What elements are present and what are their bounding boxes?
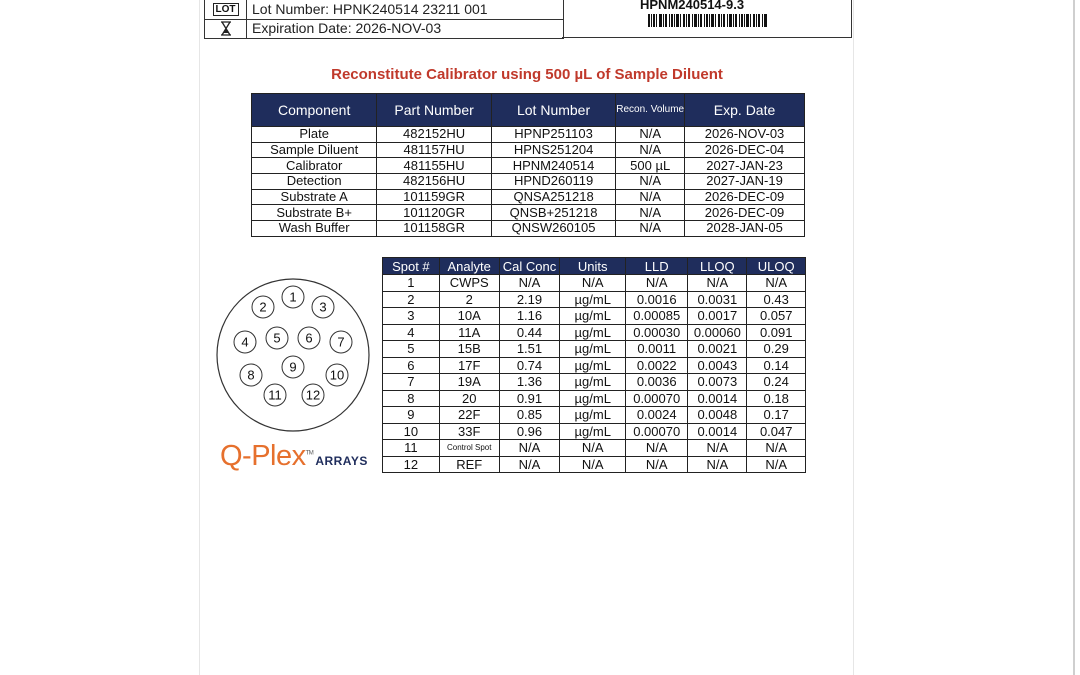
- table-row: [383, 407, 806, 424]
- table-row: [252, 174, 805, 190]
- table-cell: HPNM240514: [491, 158, 615, 174]
- table-cell: 8: [383, 390, 440, 407]
- table-cell: Wash Buffer: [252, 221, 377, 237]
- table-cell: 0.091: [747, 324, 806, 341]
- logo-suffix: ARRAYS: [315, 454, 368, 468]
- table-cell: 0.0017: [688, 308, 747, 325]
- table-cell: N/A: [747, 440, 806, 457]
- table-cell: 482156HU: [377, 174, 492, 190]
- table-cell: N/A: [560, 440, 626, 457]
- table-cell: 2026-DEC-09: [685, 189, 805, 205]
- spot-label: 2: [259, 299, 267, 315]
- table-cell: µg/mL: [560, 308, 626, 325]
- spot-label: 5: [273, 330, 281, 346]
- table-cell: 0.44: [499, 324, 560, 341]
- column-header: LLOQ: [688, 258, 747, 275]
- table-cell: 33F: [439, 423, 499, 440]
- table-cell: µg/mL: [560, 341, 626, 358]
- table-row: [252, 221, 805, 237]
- table-cell: µg/mL: [560, 423, 626, 440]
- column-header: Component: [252, 94, 377, 127]
- components-table-body: [252, 127, 805, 237]
- table-row: [383, 440, 806, 457]
- table-cell: 0.0011: [626, 341, 688, 358]
- table-cell: 11: [383, 440, 440, 457]
- table-row: [383, 275, 806, 292]
- table-row: [383, 456, 806, 473]
- scan-edge: [1073, 0, 1075, 675]
- table-row: [383, 341, 806, 358]
- table-cell: 20: [439, 390, 499, 407]
- spots-table-body: [383, 275, 806, 473]
- table-cell: 500 µL: [616, 158, 685, 174]
- table-cell: 6: [383, 357, 440, 374]
- table-cell: N/A: [616, 142, 685, 158]
- column-header: Lot Number: [491, 94, 615, 127]
- table-cell: 17F: [439, 357, 499, 374]
- spot-label: 12: [305, 387, 321, 403]
- table-cell: N/A: [688, 456, 747, 473]
- table-cell: N/A: [560, 275, 626, 292]
- table-cell: 2027-JAN-23: [685, 158, 805, 174]
- table-cell: N/A: [499, 456, 560, 473]
- paper-edge: [199, 0, 200, 675]
- table-cell: 0.85: [499, 407, 560, 424]
- spot-label: 7: [337, 334, 345, 350]
- table-cell: 0.0024: [626, 407, 688, 424]
- table-cell: N/A: [688, 275, 747, 292]
- column-header: Analyte: [439, 258, 499, 275]
- table-cell: 481157HU: [377, 142, 492, 158]
- table-cell: Sample Diluent: [252, 142, 377, 158]
- table-cell: N/A: [499, 440, 560, 457]
- table-cell: 2028-JAN-05: [685, 221, 805, 237]
- table-cell: N/A: [560, 456, 626, 473]
- table-cell: N/A: [616, 221, 685, 237]
- table-cell: 11A: [439, 324, 499, 341]
- logo-trademark: TM: [305, 450, 314, 457]
- table-row: [252, 158, 805, 174]
- table-header-row: [252, 94, 805, 127]
- table-header-row: [383, 258, 806, 275]
- qplex-logo: [220, 440, 368, 473]
- table-cell: QNSW260105: [491, 221, 615, 237]
- table-cell: 0.0022: [626, 357, 688, 374]
- table-cell: N/A: [626, 440, 688, 457]
- table-cell: 1.51: [499, 341, 560, 358]
- table-row: [383, 308, 806, 325]
- table-cell: Substrate A: [252, 189, 377, 205]
- table-cell: 0.00085: [626, 308, 688, 325]
- header-frame-line: [562, 37, 852, 38]
- table-cell: 2.19: [499, 291, 560, 308]
- table-cell: 22F: [439, 407, 499, 424]
- page-title: Reconstitute Calibrator using 500 µL of Sample Diluent: [331, 66, 723, 83]
- table-cell: 481155HU: [377, 158, 492, 174]
- table-row: [383, 374, 806, 391]
- table-cell: Detection: [252, 174, 377, 190]
- lot-row: [205, 0, 563, 20]
- table-cell: N/A: [688, 440, 747, 457]
- table-cell: 1.16: [499, 308, 560, 325]
- expiration-row: [205, 19, 563, 38]
- table-cell: 0.18: [747, 390, 806, 407]
- column-header: Exp. Date: [685, 94, 805, 127]
- table-cell: 10: [383, 423, 440, 440]
- table-cell: 0.24: [747, 374, 806, 391]
- table-cell: 0.00060: [688, 324, 747, 341]
- table-cell: 0.047: [747, 423, 806, 440]
- column-header: Cal Conc: [499, 258, 560, 275]
- table-cell: 2026-DEC-04: [685, 142, 805, 158]
- logo-name: Q-Plex: [220, 440, 306, 472]
- recon-volume-label: Recon. Volume: [616, 104, 685, 115]
- table-cell: 0.0014: [688, 423, 747, 440]
- table-cell: 0.0021: [688, 341, 747, 358]
- table-cell: 1.36: [499, 374, 560, 391]
- table-row: [252, 127, 805, 143]
- table-cell: 0.00070: [626, 390, 688, 407]
- table-cell: 15B: [439, 341, 499, 358]
- barcode-graphic: [648, 14, 768, 27]
- paper-edge: [853, 0, 854, 675]
- label-info-box: [204, 0, 564, 39]
- table-cell: 101159GR: [377, 189, 492, 205]
- table-cell: 0.0073: [688, 374, 747, 391]
- table-cell: N/A: [616, 205, 685, 221]
- table-cell: CWPS: [439, 275, 499, 292]
- table-cell: Plate: [252, 127, 377, 143]
- table-cell: 0.96: [499, 423, 560, 440]
- table-cell: 2: [439, 291, 499, 308]
- table-cell: REF: [439, 456, 499, 473]
- column-header: [616, 94, 685, 127]
- table-cell: N/A: [747, 275, 806, 292]
- expiration-date: Expiration Date: 2026-NOV-03: [252, 20, 442, 36]
- table-row: [383, 324, 806, 341]
- table-cell: HPNP251103: [491, 127, 615, 143]
- well-spot-diagram: [213, 275, 373, 435]
- spot-label: 10: [329, 367, 345, 383]
- table-cell: Calibrator: [252, 158, 377, 174]
- table-cell: N/A: [626, 456, 688, 473]
- table-cell: 5: [383, 341, 440, 358]
- table-cell: QNSB+251218: [491, 205, 615, 221]
- lot-symbol: LOT: [213, 3, 239, 16]
- table-cell: N/A: [616, 174, 685, 190]
- table-cell: 2026-DEC-09: [685, 205, 805, 221]
- table-cell: 0.14: [747, 357, 806, 374]
- table-cell: HPND260119: [491, 174, 615, 190]
- table-cell: µg/mL: [560, 357, 626, 374]
- spot-label: 4: [241, 334, 249, 350]
- table-row: [383, 291, 806, 308]
- table-cell: 0.0036: [626, 374, 688, 391]
- calibrator-code: HPNM240514-9.3: [640, 0, 745, 12]
- table-row: [383, 423, 806, 440]
- table-cell: µg/mL: [560, 390, 626, 407]
- table-cell: Substrate B+: [252, 205, 377, 221]
- table-cell: N/A: [499, 275, 560, 292]
- column-header: LLD: [626, 258, 688, 275]
- table-cell: 12: [383, 456, 440, 473]
- column-header: Units: [560, 258, 626, 275]
- table-cell: 0.0016: [626, 291, 688, 308]
- hourglass-icon: [205, 19, 247, 38]
- table-cell: 0.0043: [688, 357, 747, 374]
- table-cell: 0.0014: [688, 390, 747, 407]
- table-cell: 0.91: [499, 390, 560, 407]
- table-cell: N/A: [616, 127, 685, 143]
- table-cell: 0.0031: [688, 291, 747, 308]
- spot-label: 6: [305, 330, 313, 346]
- table-cell: 482152HU: [377, 127, 492, 143]
- table-row: [383, 390, 806, 407]
- table-row: [383, 357, 806, 374]
- table-cell: 0.057: [747, 308, 806, 325]
- table-cell: 0.0048: [688, 407, 747, 424]
- table-cell: µg/mL: [560, 324, 626, 341]
- table-cell: 0.00070: [626, 423, 688, 440]
- table-cell: 4: [383, 324, 440, 341]
- table-cell: 1: [383, 275, 440, 292]
- table-cell: 0.74: [499, 357, 560, 374]
- table-cell: N/A: [626, 275, 688, 292]
- spot-label: 11: [268, 387, 282, 403]
- table-cell: 0.43: [747, 291, 806, 308]
- table-cell: 101120GR: [377, 205, 492, 221]
- column-header: Part Number: [377, 94, 492, 127]
- table-cell: µg/mL: [560, 407, 626, 424]
- table-row: [252, 142, 805, 158]
- table-cell: N/A: [747, 456, 806, 473]
- table-cell: 2: [383, 291, 440, 308]
- table-cell: 10A: [439, 308, 499, 325]
- table-row: [252, 205, 805, 221]
- table-row: [252, 189, 805, 205]
- spot-label: 8: [247, 367, 255, 383]
- table-cell: 101158GR: [377, 221, 492, 237]
- table-cell: µg/mL: [560, 374, 626, 391]
- table-cell: QNSA251218: [491, 189, 615, 205]
- spots-table: [382, 257, 806, 473]
- components-table: [251, 93, 805, 237]
- lot-number: Lot Number: HPNK240514 23211 001: [252, 1, 488, 17]
- table-cell: 2027-JAN-19: [685, 174, 805, 190]
- table-cell: 19A: [439, 374, 499, 391]
- table-cell: 0.00030: [626, 324, 688, 341]
- column-header: Spot #: [383, 258, 440, 275]
- table-cell: 0.29: [747, 341, 806, 358]
- table-cell: HPNS251204: [491, 142, 615, 158]
- spot-label: 1: [289, 289, 297, 305]
- spot-label: 3: [319, 299, 327, 315]
- spot-label: 9: [289, 359, 297, 375]
- table-cell: 2026-NOV-03: [685, 127, 805, 143]
- table-cell: Control Spot: [439, 440, 499, 457]
- lot-symbol-cell: [205, 0, 247, 19]
- table-cell: 3: [383, 308, 440, 325]
- column-header: ULOQ: [747, 258, 806, 275]
- table-cell: N/A: [616, 189, 685, 205]
- header-frame-line: [851, 0, 852, 38]
- table-cell: µg/mL: [560, 291, 626, 308]
- table-cell: 0.17: [747, 407, 806, 424]
- table-cell: 7: [383, 374, 440, 391]
- table-cell: 9: [383, 407, 440, 424]
